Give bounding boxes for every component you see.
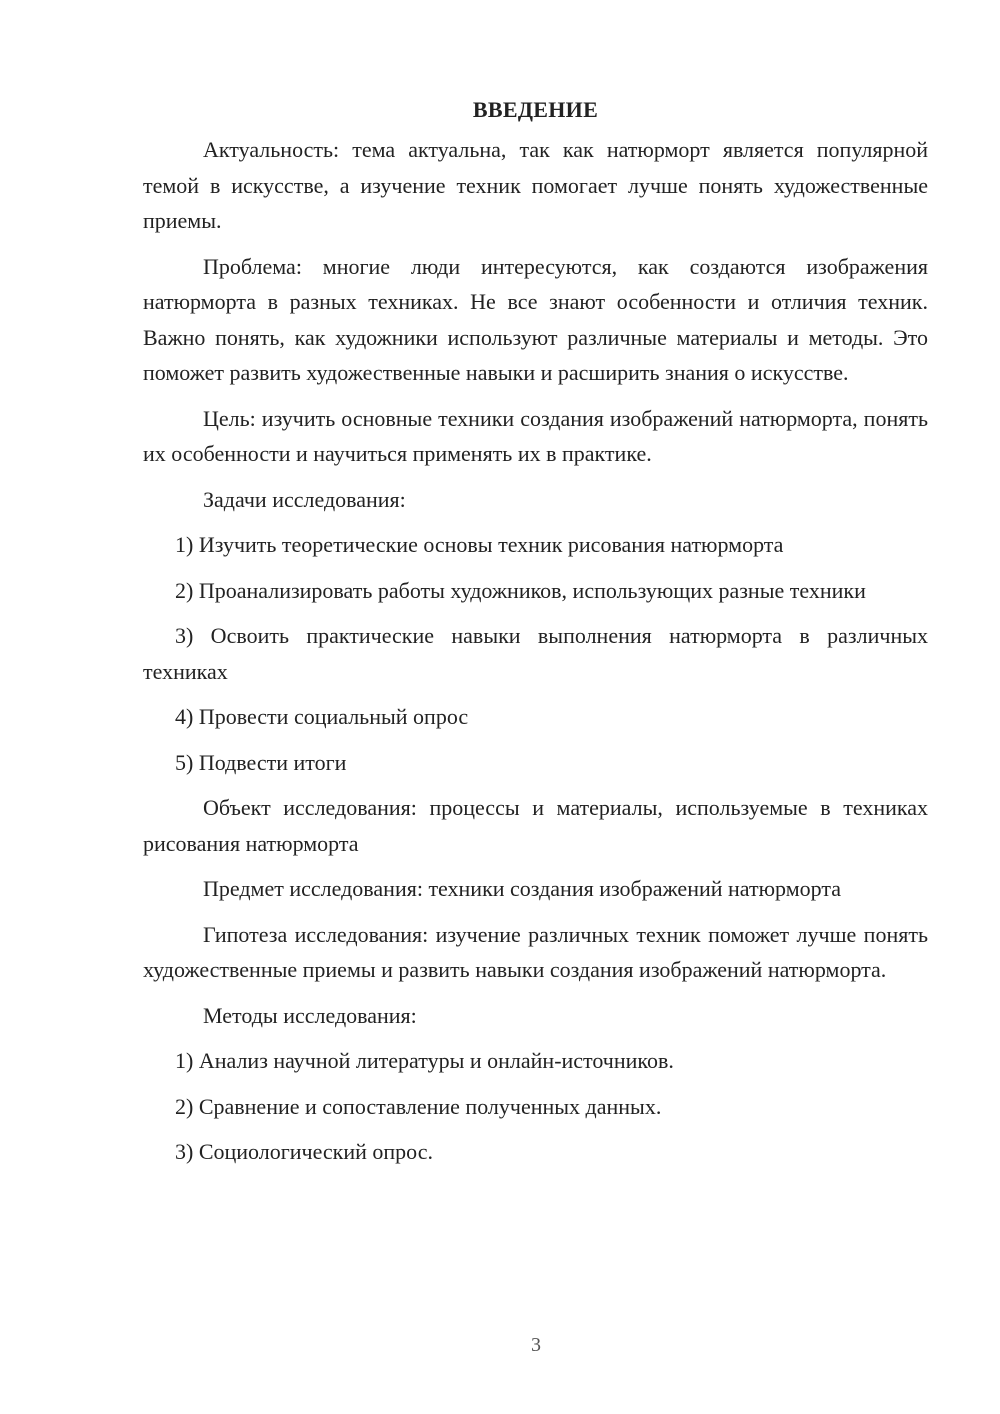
task-item-3: 3) Освоить практические навыки выполнения натюрморта в различных техниках: [143, 623, 928, 684]
task-item-2: 2) Проанализировать работы художников, использующих разные техники: [175, 577, 866, 603]
page-number: 3: [531, 1334, 541, 1356]
tasks-title: Задачи исследования:: [203, 486, 406, 512]
research-subject-paragraph: Предмет исследования: техники создания изображений натюрморта: [203, 876, 841, 901]
page-content: [143, 92, 928, 1180]
goal-paragraph: Цель: изучить основные техники создания изображений натюрморта, понять их особенности и научиться применять их в практике.: [143, 405, 928, 466]
problem-paragraph: Проблема: многие люди интересуются, как создаются изображения натюрморта в разных техниках. Не все знают особенности и отличия техник. Важно понять, как художники используют различные материалы и методы. Это поможет развить художественные навыки и расширить знания о искусстве.: [143, 253, 928, 385]
method-item-1: 1) Анализ научной литературы и онлайн-источников.: [175, 1048, 674, 1073]
relevance-paragraph: Актуальность: тема актуальна, так как натюрморт является популярной темой в искусстве, а изучение техник помогает лучше понять художественные приемы.: [143, 137, 928, 233]
method-item-2: 2) Сравнение и сопоставление полученных данных.: [175, 1093, 662, 1119]
task-item-1: 1) Изучить теоретические основы техник рисования натюрморта: [175, 532, 784, 557]
task-item-4: 4) Провести социальный опрос: [175, 704, 469, 729]
methods-title: Методы исследования:: [203, 1002, 417, 1028]
task-item-5: 5) Подвести итоги: [175, 749, 347, 775]
research-object-paragraph: Объект исследования: процессы и материалы, используемые в техниках рисования натюрморта: [143, 795, 928, 856]
section-heading: ВВЕДЕНИЕ: [472, 97, 599, 122]
hypothesis-paragraph: Гипотеза исследования: изучение различных техник поможет лучше понять художественные приемы и развить навыки создания изображений натюрморта.: [143, 921, 928, 982]
method-item-3: 3) Социологический опрос.: [175, 1139, 433, 1164]
